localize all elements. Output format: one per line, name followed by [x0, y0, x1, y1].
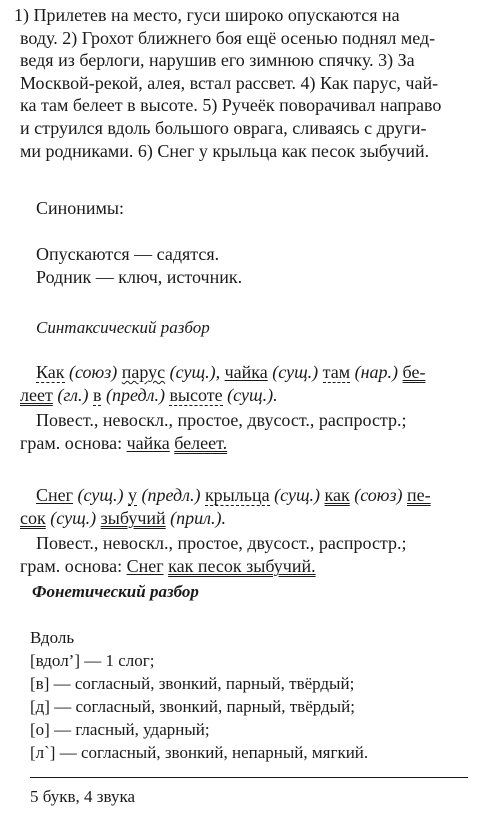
part-of-speech: (сущ.),	[169, 362, 221, 382]
exercise-line: воду. 2) Грохот ближнего боя ещё осенью поднял мед-	[20, 27, 436, 48]
part-of-speech: (предл.)	[141, 485, 201, 505]
parsed-word: зыбучий	[100, 508, 166, 528]
exercise-line: ми родниками. 6) Снег у крыльца как песок зыбучий.	[20, 140, 430, 161]
phonetic-row: [вдол’] — 1 слог;	[30, 651, 155, 670]
exercise-line: и струился вдоль большого оврага, сливаясь с други-	[20, 117, 427, 138]
exercise-line: ка там белеет в высоте. 5) Ручеёк поворачивал направо	[20, 95, 442, 116]
phonetic-row: [в] — согласный, звонкий, парный, твёрдый;	[30, 674, 355, 693]
subject: Снег	[126, 556, 164, 576]
predicate: белеет.	[174, 433, 228, 453]
part-of-speech: (сущ.)	[77, 485, 124, 505]
parsed-word: в	[92, 385, 102, 405]
phonetic-heading: Фонетический разбор	[32, 582, 199, 601]
syntax-heading: Синтаксический разбор	[36, 318, 210, 337]
parsed-word: Как	[36, 362, 65, 382]
phonetic-row: [д] — согласный, звонкий, парный, твёрдый;	[30, 697, 355, 716]
sentence-parse	[20, 507, 226, 530]
part-of-speech: (нар.)	[354, 362, 399, 382]
predicate: как песок зыбучий.	[168, 556, 316, 576]
synonym-item: Родник — ключ, источник.	[36, 267, 243, 287]
sentence-description: Повест., невоскл., простое, двусост., распростр.;	[36, 533, 407, 553]
parsed-word: крыльца	[204, 485, 270, 505]
part-of-speech: (сущ.)	[272, 362, 319, 382]
parsed-word: пе-	[407, 485, 431, 505]
grammatical-base	[20, 555, 316, 578]
parsed-word: сок	[20, 508, 46, 528]
exercise-line: Москвой-рекой, алея, встал рассвет. 4) Как парус, чай-	[20, 72, 439, 93]
synonym-item: Опускаются — садятся.	[36, 244, 220, 264]
exercise-line: ведя из берлоги, нарушив его зимнюю спячку. 3) За	[20, 50, 415, 71]
sentence-parse	[20, 384, 278, 407]
phonetic-summary: 5 букв, 4 звука	[30, 787, 135, 806]
exercise-line: 1) Прилетев на место, гуси широко опускаются на	[14, 5, 400, 25]
parsed-word: как	[324, 485, 350, 505]
part-of-speech: (гл.)	[57, 385, 89, 405]
sentence-parse	[36, 361, 425, 384]
part-of-speech: (союз)	[354, 485, 403, 505]
parsed-word: там	[322, 362, 351, 382]
parsed-word: парус	[121, 362, 166, 382]
part-of-speech: (сущ.).	[227, 385, 278, 405]
part-of-speech: (союз)	[69, 362, 118, 382]
part-of-speech: (сущ.)	[274, 485, 321, 505]
parsed-word: леет	[20, 385, 53, 405]
phonetic-row: [о] — гласный, ударный;	[30, 720, 210, 739]
phonetic-row: [л`] — согласный, звонкий, непарный, мягкий.	[30, 743, 369, 762]
base-label: грам. основа:	[20, 556, 123, 576]
synonyms-heading: Синонимы:	[36, 198, 125, 218]
parsed-word: бе-	[402, 362, 426, 382]
exercise-text	[14, 4, 500, 162]
grammatical-base	[20, 432, 227, 455]
parsed-word: чайка	[224, 362, 268, 382]
part-of-speech: (предл.)	[105, 385, 165, 405]
parsed-word: у	[127, 485, 137, 505]
parsed-word: Снег	[36, 485, 74, 505]
parsed-word: высоте	[169, 385, 223, 405]
part-of-speech: (прил.).	[170, 508, 227, 528]
phonetic-word: Вдоль	[30, 628, 75, 647]
part-of-speech: (сущ.)	[50, 508, 97, 528]
sentence-description: Повест., невоскл., простое, двусост., распростр.;	[36, 410, 407, 430]
subject: чайка	[126, 433, 170, 453]
divider	[30, 777, 468, 778]
sentence-parse	[36, 484, 431, 507]
base-label: грам. основа:	[20, 433, 123, 453]
